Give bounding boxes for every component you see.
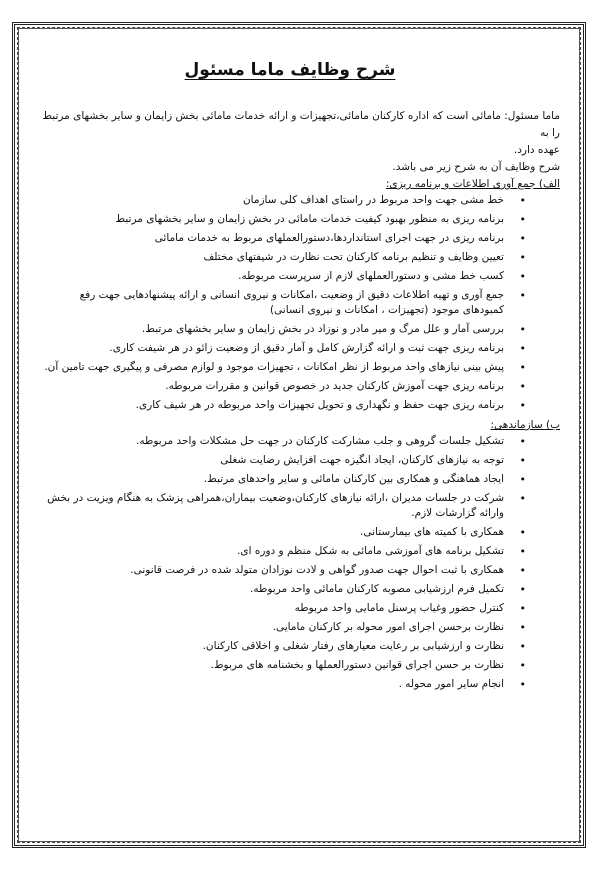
list-item: • توجه به نیازهای کارکنان، ایجاد انگیزه جهت افزایش رضایت شغلی: [220, 454, 526, 467]
document-body: [40, 60, 560, 698]
bullet-icon: •: [519, 361, 526, 374]
list-item: • جمع آوری و تهیه اطلاعات دقیق از وضعیت ،امکانات و نیروی انسانی و ارائه پیشنهادهایی جهت رفع کمبودهای موجود (تجهیزات ، امکانات و نیروی انسانی): [79, 289, 526, 316]
bullet-icon: •: [519, 323, 526, 336]
list-item: • برنامه ریزی جهت ثبت و ارائه گزارش کامل و آمار دقیق از وضعیت زائو در هر شیفت کاری.: [109, 342, 526, 355]
list-item: • انجام سایر امور محوله .: [398, 678, 526, 691]
bullet-icon: •: [519, 492, 526, 505]
bullet-icon: •: [519, 640, 526, 653]
intro-paragraph: [40, 108, 560, 176]
bullet-icon: •: [519, 621, 526, 634]
bullet-icon: •: [519, 564, 526, 577]
section-organizing: [40, 419, 560, 692]
section-heading: ب) سازماندهی:: [490, 419, 560, 431]
bullet-icon: •: [519, 194, 526, 207]
list-item: • برنامه ریزی جهت حفظ و نگهداری و تحویل تجهیزات واحد مربوطه در هر شیف کاری.: [135, 399, 526, 412]
intro-line: ماما مسئول: مامائی است که اداره کارکنان مامائی،تجهیزات و ارائه خدمات مامائی بخش زایمان و سایر بخشهای مرتبط را به: [42, 110, 560, 139]
bullet-icon: •: [519, 289, 526, 302]
list-item: • نظارت بر حسن اجرای قوانین دستورالعملها و بخشنامه های مربوط.: [210, 659, 526, 672]
list-item: • ایجاد هماهنگی و همکاری بین کارکنان مامائی و سایر واحدهای مرتبط.: [203, 473, 526, 486]
page-title: شرح وظایف ماما مسئول: [184, 60, 396, 80]
list-item: • شرکت در جلسات مدیران ،ارائه نیازهای کارکنان،وضعیت بیماران،همراهی پزشک به هنگام ویزیت در بخش وارائه گزارشات لازم.: [47, 492, 526, 519]
bullet-icon: •: [519, 545, 526, 558]
list-item: • پیش بینی نیازهای واحد مربوط از نظر امکانات ، تجهیزات موجود و لوازم مصرفی و پیگیری جهت تامین آن.: [44, 361, 526, 374]
bullet-icon: •: [519, 678, 526, 691]
list-item: • خط مشی جهت واحد مربوط در راستای اهداف کلی سازمان: [242, 194, 526, 207]
bullet-icon: •: [519, 251, 526, 264]
duty-list: [40, 434, 560, 692]
bullet-icon: •: [519, 435, 526, 448]
list-item: • کنترل حضور وغیاب پرسنل مامایی واحد مربوطه: [294, 602, 526, 615]
bullet-icon: •: [519, 232, 526, 245]
bullet-icon: •: [519, 583, 526, 596]
list-item: • تشکیل برنامه های آموزشی مامائی به شکل منظم و دوره ای.: [237, 545, 526, 558]
section-heading: الف) جمع آوری اطلاعات و برنامه ریزی:: [385, 178, 560, 190]
list-item: • نظارت برحسن اجرای امور محوله بر کارکنان مامایی.: [272, 621, 526, 634]
bullet-icon: •: [519, 399, 526, 412]
bullet-icon: •: [519, 526, 526, 539]
list-item: • همکاری با کمیته های بیمارستانی.: [360, 526, 526, 539]
bullet-icon: •: [519, 270, 526, 283]
intro-line: عهده دارد.: [513, 144, 560, 156]
list-item: • تعیین وظایف و تنظیم برنامه کارکنان تحت نظارت در شیفتهای مختلف: [203, 251, 526, 264]
bullet-icon: •: [519, 380, 526, 393]
list-item: • برنامه ریزی جهت آموزش کارکنان جدید در خصوص قوانین و مقررات مربوطه.: [165, 380, 526, 393]
list-item: • برنامه ریزی به منظور بهبود کیفیت خدمات مامائی در بخش زایمان و سایر بخشهای مرتبط: [115, 213, 526, 226]
bullet-icon: •: [519, 473, 526, 486]
list-item: • بررسی آمار و علل مرگ و میر مادر و نوزاد در بخش زایمان و سایر بخشهای مرتبط.: [141, 323, 526, 336]
list-item: • برنامه ریزی در جهت اجرای استانداردها،دستورالعملهای مربوط به خدمات مامائی: [154, 232, 526, 245]
list-item: • همکاری با ثبت احوال جهت صدور گواهی و لادت نوزادان متولد شده در فرصت قانونی.: [130, 564, 526, 577]
list-item: • کسب خط مشی و دستورالعملهای لازم از سرپرست مربوطه.: [238, 270, 526, 283]
list-item: • نظارت و ارزشیابی بر رعایت معیارهای رفتار شغلی و اخلاقی کارکنان.: [202, 640, 526, 653]
bullet-icon: •: [519, 602, 526, 615]
bullet-icon: •: [519, 213, 526, 226]
section-planning: [40, 178, 560, 413]
list-item: • تشکیل جلسات گروهی و جلب مشارکت کارکنان در جهت حل مشکلات واحد مربوطه.: [136, 435, 526, 448]
bullet-icon: •: [519, 342, 526, 355]
bullet-icon: •: [519, 659, 526, 672]
bullet-icon: •: [519, 454, 526, 467]
duty-list: [40, 193, 560, 413]
list-item: • تکمیل فرم ارزشیابی مصوبه کارکنان مامائی واحد مربوطه.: [250, 583, 526, 596]
intro-line: شرح وظایف آن به شرح زیر می باشد.: [392, 161, 560, 173]
